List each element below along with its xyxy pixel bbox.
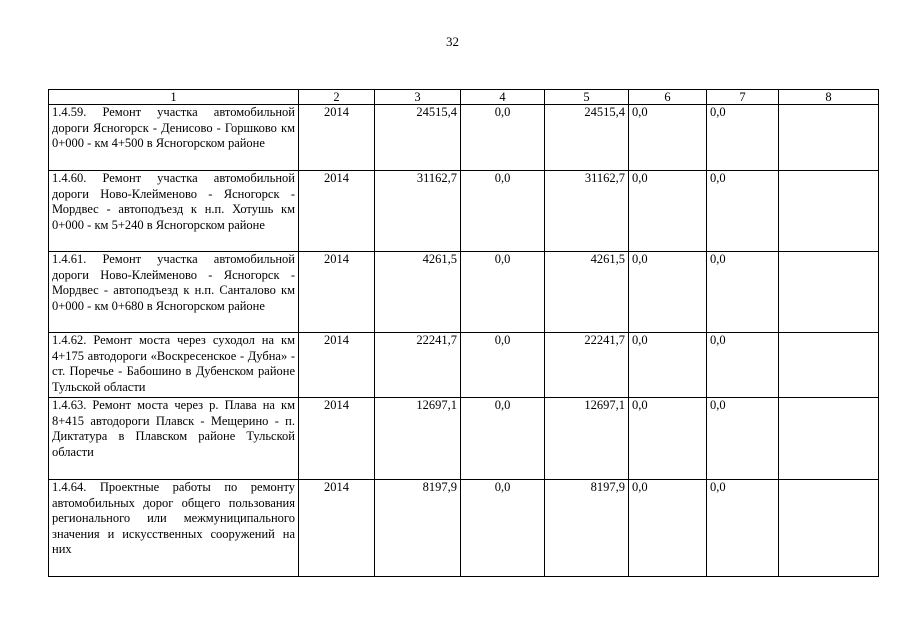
row-col-5: 31162,7 xyxy=(545,171,629,252)
row-year: 2014 xyxy=(299,252,375,333)
header-col-2: 2 xyxy=(299,90,375,105)
row-col-8 xyxy=(779,480,879,577)
row-col-6: 0,0 xyxy=(629,480,707,577)
row-col-8 xyxy=(779,252,879,333)
row-col-3: 31162,7 xyxy=(375,171,461,252)
row-col-7: 0,0 xyxy=(707,480,779,577)
row-year: 2014 xyxy=(299,480,375,577)
row-col-4: 0,0 xyxy=(461,105,545,171)
row-name: 1.4.63. Ремонт моста через р. Плава на км 8+415 автодороги Плавск - Мещерино - п. Диктатура в Плавском районе Тульской области xyxy=(49,398,299,480)
row-name: 1.4.62. Ремонт моста через суходол на км 4+175 автодороги «Воскресенское - Дубна» - ст. Поречье - Бабошино в Дубенском районе Тульской области xyxy=(49,333,299,398)
row-col-7: 0,0 xyxy=(707,171,779,252)
row-col-5: 24515,4 xyxy=(545,105,629,171)
table-row xyxy=(49,480,879,577)
row-col-6: 0,0 xyxy=(629,105,707,171)
header-col-8: 8 xyxy=(779,90,879,105)
row-year: 2014 xyxy=(299,171,375,252)
row-col-8 xyxy=(779,171,879,252)
row-col-7: 0,0 xyxy=(707,105,779,171)
row-col-7: 0,0 xyxy=(707,252,779,333)
row-col-7: 0,0 xyxy=(707,398,779,480)
row-col-4: 0,0 xyxy=(461,171,545,252)
row-col-3: 22241,7 xyxy=(375,333,461,398)
row-col-6: 0,0 xyxy=(629,171,707,252)
header-col-5: 5 xyxy=(545,90,629,105)
budget-table xyxy=(48,89,879,577)
table-row xyxy=(49,252,879,333)
row-col-3: 12697,1 xyxy=(375,398,461,480)
table-row xyxy=(49,333,879,398)
row-col-6: 0,0 xyxy=(629,252,707,333)
row-col-6: 0,0 xyxy=(629,333,707,398)
table-row xyxy=(49,171,879,252)
row-year: 2014 xyxy=(299,105,375,171)
row-col-3: 8197,9 xyxy=(375,480,461,577)
row-year: 2014 xyxy=(299,333,375,398)
row-col-4: 0,0 xyxy=(461,333,545,398)
row-col-4: 0,0 xyxy=(461,252,545,333)
row-col-8 xyxy=(779,398,879,480)
row-col-8 xyxy=(779,105,879,171)
row-col-5: 22241,7 xyxy=(545,333,629,398)
table-row xyxy=(49,398,879,480)
header-row xyxy=(49,90,879,105)
row-col-4: 0,0 xyxy=(461,480,545,577)
row-col-5: 8197,9 xyxy=(545,480,629,577)
row-name: 1.4.64. Проектные работы по ремонту автомобильных дорог общего пользования регионального или межмуниципального значения и искусственных сооружений на них xyxy=(49,480,299,577)
header-col-3: 3 xyxy=(375,90,461,105)
header-col-7: 7 xyxy=(707,90,779,105)
row-col-5: 12697,1 xyxy=(545,398,629,480)
table-row xyxy=(49,105,879,171)
row-col-3: 24515,4 xyxy=(375,105,461,171)
row-name: 1.4.60. Ремонт участка автомобильной дороги Ново-Клейменово - Ясногорск - Мордвес - автоподъезд к н.п. Хотушь км 0+000 - км 5+240 в Ясногорском районе xyxy=(49,171,299,252)
row-col-4: 0,0 xyxy=(461,398,545,480)
row-col-7: 0,0 xyxy=(707,333,779,398)
row-name: 1.4.59. Ремонт участка автомобильной дороги Ясногорск - Денисово - Горшково км 0+000 - км 4+500 в Ясногорском районе xyxy=(49,105,299,171)
row-col-5: 4261,5 xyxy=(545,252,629,333)
header-col-1: 1 xyxy=(49,90,299,105)
page-number: 32 xyxy=(446,34,459,49)
row-col-3: 4261,5 xyxy=(375,252,461,333)
row-col-6: 0,0 xyxy=(629,398,707,480)
header-col-4: 4 xyxy=(461,90,545,105)
header-col-6: 6 xyxy=(629,90,707,105)
row-col-8 xyxy=(779,333,879,398)
row-name: 1.4.61. Ремонт участка автомобильной дороги Ново-Клейменово - Ясногорск - Мордвес - автоподъезд к н.п. Санталово км 0+000 - км 0+680 в Ясногорском районе xyxy=(49,252,299,333)
row-year: 2014 xyxy=(299,398,375,480)
